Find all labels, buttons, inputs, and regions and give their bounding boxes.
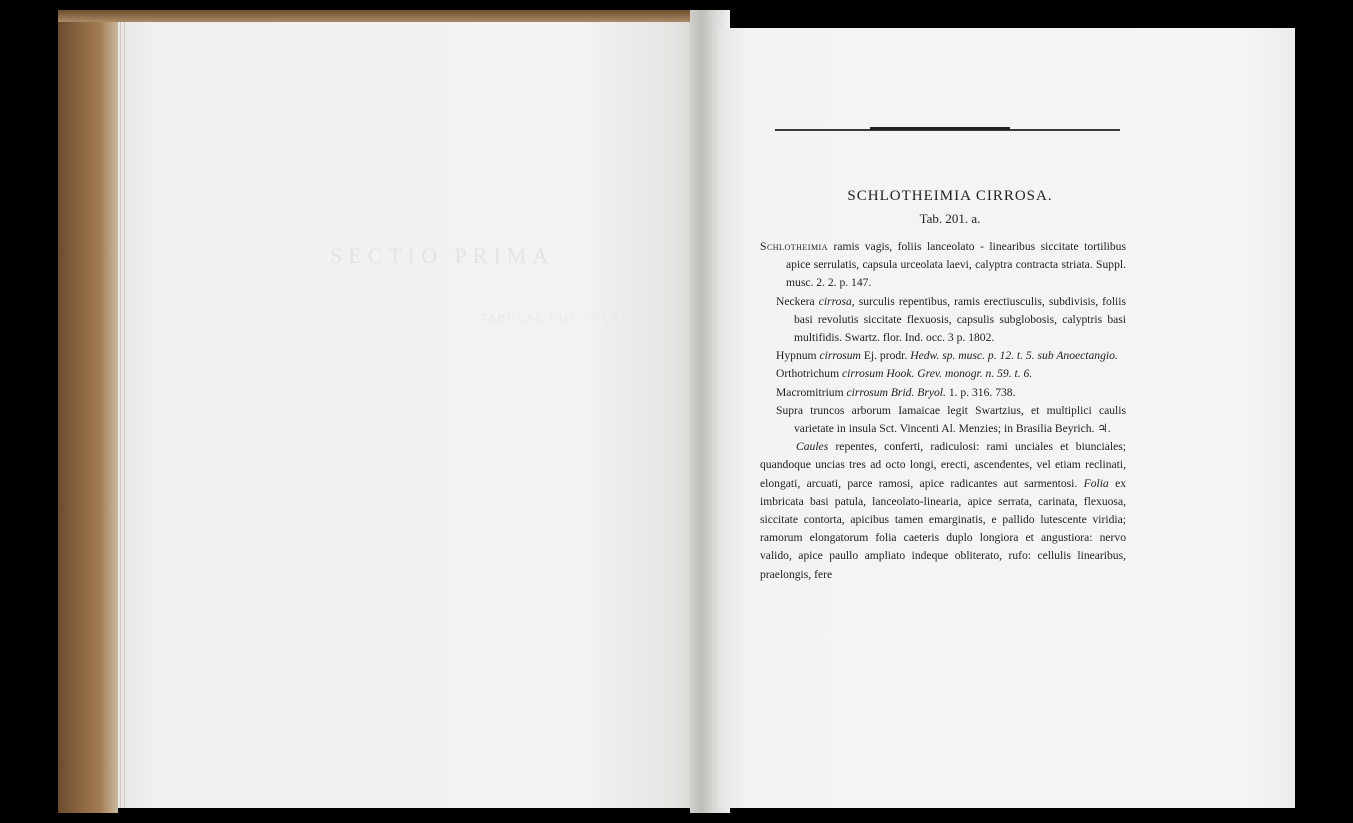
synonym-text: surculis repentibus, ramis erectiusculis, subdivisis, foliis basi revolutis siccitate flexuosis, capsulis subglobosis, calyptris basi multifidis. Swartz. flor. Ind. occ. 3 p. 1802. bbox=[794, 294, 1127, 345]
synonym-genus: Macromitrium bbox=[776, 385, 847, 399]
synonym-entry bbox=[760, 365, 1126, 383]
show-through-title: SECTIO PRIMA bbox=[330, 243, 555, 268]
habitat-entry bbox=[760, 402, 1126, 438]
header-rule-thick bbox=[870, 127, 1010, 130]
page-edge-line bbox=[124, 22, 125, 808]
description-text: ex imbricata basi patula, lanceolato-linearia, apice serrata, carinata, flexuosa, siccitate contorta, apicibus tamen emarginatis, e pallido lutescente viridia; ramorum elongatorum folia caeteris duplo longiora et angustiora: nervo valido, apice paullo ampliato indeque obliterato, rufo: cellulis linearibus, praelongis, fere bbox=[760, 476, 1127, 581]
synonym-species: cirrosum bbox=[819, 349, 861, 363]
left-page bbox=[118, 22, 700, 808]
book-cover-top bbox=[58, 10, 698, 22]
synonym-text: 1. p. 316. 738. bbox=[945, 385, 1016, 399]
synonym-entry bbox=[760, 384, 1126, 402]
synonym-species: cirrosum Brid. Bryol. bbox=[846, 385, 946, 399]
page-edge-line bbox=[120, 22, 121, 808]
synonym-genus: Neckera bbox=[776, 294, 819, 308]
caules-label: Caules bbox=[796, 440, 829, 454]
species-heading: SCHLOTHEIMIA CIRROSA. bbox=[847, 188, 1053, 204]
text-body bbox=[760, 238, 1126, 584]
genus-name: Schlotheimia bbox=[760, 240, 828, 253]
description-paragraph bbox=[760, 438, 1126, 584]
book-cover-edge bbox=[58, 10, 118, 813]
synonym-species: cirrosum Hook. Grev. monogr. n. 59. t. 6. bbox=[842, 367, 1033, 381]
synonym-entry bbox=[760, 293, 1126, 348]
plate-number: Tab. 201. a. bbox=[919, 211, 981, 226]
diagnosis-entry bbox=[760, 238, 1126, 293]
synonym-species: cirrosa, bbox=[818, 294, 855, 308]
folia-label: Folia bbox=[1083, 476, 1109, 490]
synonym-genus: Orthotrichum bbox=[776, 367, 843, 381]
synonym-entry bbox=[760, 347, 1126, 365]
habitat-text: Supra truncos arborum Iamaicae legit Swartzius, et multiplici caulis varietate in insula Sct. Vincenti Al. Menzies; in Brasilia Beyrich. ♃. bbox=[776, 403, 1126, 436]
synonym-reference: Hedw. sp. musc. p. 12. t. 5. sub Anoectangio. bbox=[910, 349, 1118, 363]
description-text: repentes, conferti, radiculosi: rami unciales et biunciales; quandoque uncias tres ad octo longi, erecti, ascendentes, vel etiam reclinati, elongati, arcuati, parce ramosi, apice radicantes aut sarmentosi. bbox=[760, 440, 1126, 490]
synonym-text: Ej. prodr. bbox=[860, 349, 911, 363]
synonym-genus: Hypnum bbox=[776, 349, 820, 363]
show-through-subtitle: TABULAE CIII – CCXV bbox=[480, 312, 632, 324]
diagnosis-text: ramis vagis, foliis lanceolato - linearibus siccitate tortilibus apice serrulatis, capsula urceolata laevi, calyptra contracta striata. Suppl. musc. 2. 2. p. 147. bbox=[786, 240, 1126, 290]
